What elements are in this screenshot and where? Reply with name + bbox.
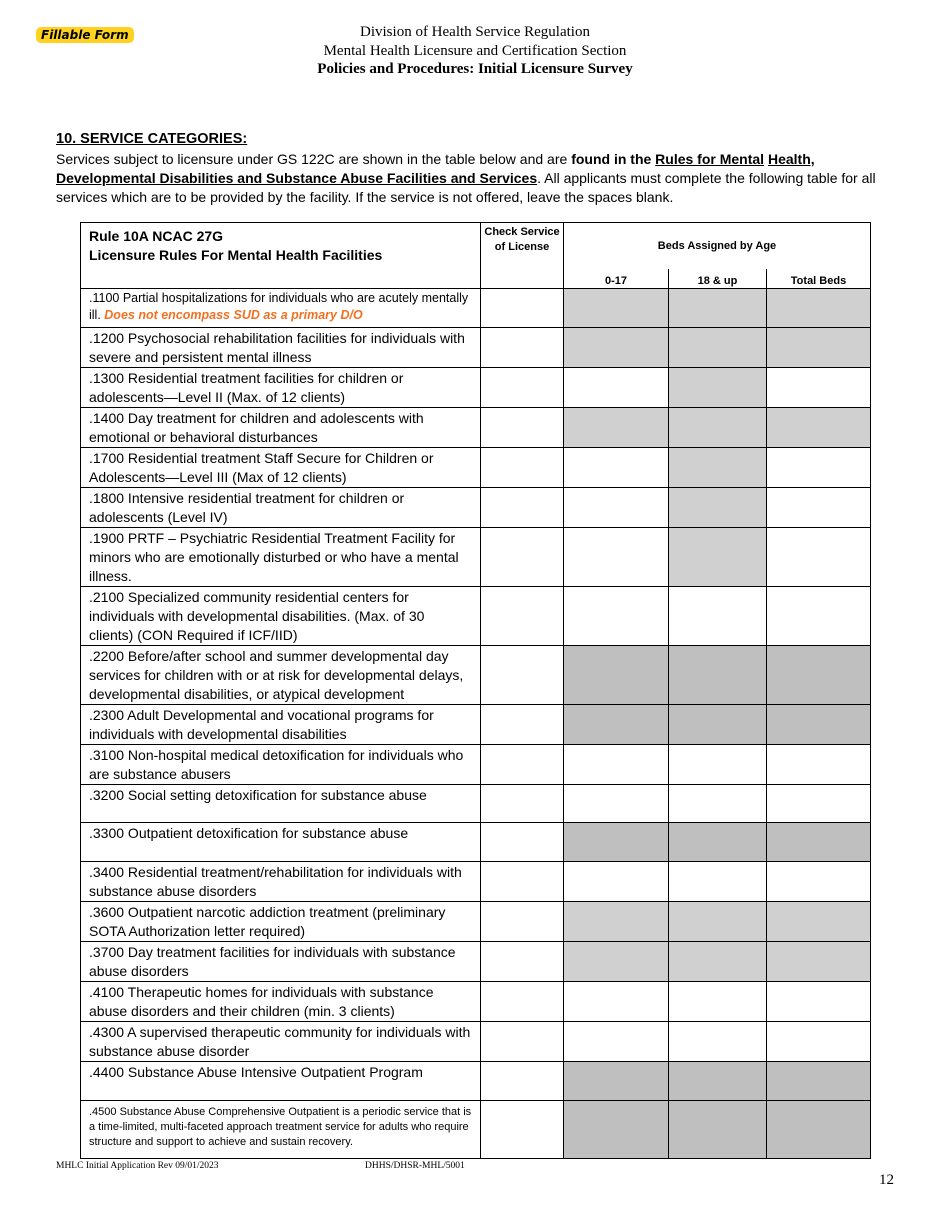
beds-0-17-cell[interactable] — [564, 488, 669, 528]
total-beds-cell — [767, 823, 871, 862]
total-beds-cell[interactable] — [767, 745, 871, 785]
beds-0-17-cell — [564, 328, 669, 368]
table-row — [81, 705, 871, 745]
rule-header-title: Licensure Rules For Mental Health Facilities — [89, 247, 383, 263]
header-policy-title: Policies and Procedures: Initial Licensure Survey — [317, 61, 633, 77]
check-service-cell[interactable] — [481, 942, 564, 982]
check-service-cell[interactable] — [481, 785, 564, 823]
check-service-cell[interactable] — [481, 488, 564, 528]
total-beds-cell — [767, 289, 871, 328]
beds-18-up-cell — [669, 705, 767, 745]
col-header-total-beds: Total Beds — [767, 269, 871, 289]
service-label: .1700 Residential treatment Staff Secure for Children or Adolescents—Level III (Max of 12 clients) — [81, 448, 481, 488]
table-row — [81, 368, 871, 408]
table-row — [81, 448, 871, 488]
service-label: .4500 Substance Abuse Comprehensive Outpatient is a periodic service that is a time-limited, multi-faceted approach treatment service for adults who require structure and support to achieve and sustain recovery. — [81, 1101, 481, 1159]
beds-0-17-cell — [564, 1062, 669, 1101]
table-row — [81, 942, 871, 982]
col-header-18-up: 18 & up — [669, 269, 767, 289]
total-beds-cell — [767, 902, 871, 942]
beds-0-17-cell[interactable] — [564, 448, 669, 488]
beds-18-up-cell[interactable] — [669, 862, 767, 902]
beds-18-up-cell[interactable] — [669, 745, 767, 785]
check-service-cell[interactable] — [481, 289, 564, 328]
check-service-cell[interactable] — [481, 745, 564, 785]
intro-text-b: found in the — [571, 151, 656, 167]
beds-18-up-cell — [669, 646, 767, 705]
service-label: .1200 Psychosocial rehabilitation facilities for individuals with severe and persistent mental illness — [81, 328, 481, 368]
table-row — [81, 528, 871, 587]
page-number: 12 — [879, 1172, 894, 1188]
check-service-cell[interactable] — [481, 646, 564, 705]
header-division: Division of Health Service Regulation — [360, 24, 590, 40]
beds-0-17-cell — [564, 289, 669, 328]
total-beds-cell[interactable] — [767, 448, 871, 488]
service-label: .3700 Day treatment facilities for individuals with substance abuse disorders — [81, 942, 481, 982]
intro-rules-link-a: Rules for Mental — [655, 151, 765, 167]
total-beds-cell — [767, 646, 871, 705]
section-intro — [56, 150, 886, 207]
check-service-cell[interactable] — [481, 328, 564, 368]
table-row — [81, 862, 871, 902]
table-row — [81, 785, 871, 823]
service-label: .1900 PRTF – Psychiatric Residential Treatment Facility for minors who are emotionally disturbed or who have a mental illness. — [81, 528, 481, 587]
beds-18-up-cell — [669, 408, 767, 448]
rule-header-code: Rule 10A NCAC 27G — [89, 228, 224, 244]
beds-18-up-cell — [669, 488, 767, 528]
rule-header — [81, 223, 481, 289]
check-service-cell[interactable] — [481, 982, 564, 1022]
service-label: .1400 Day treatment for children and adolescents with emotional or behavioral disturbances — [81, 408, 481, 448]
service-label: .2300 Adult Developmental and vocational programs for individuals with developmental disabilities — [81, 705, 481, 745]
beds-0-17-cell[interactable] — [564, 862, 669, 902]
beds-0-17-cell[interactable] — [564, 745, 669, 785]
total-beds-cell — [767, 942, 871, 982]
beds-0-17-cell — [564, 705, 669, 745]
table-row — [81, 902, 871, 942]
footer-revision: MHLC Initial Application Rev 09/01/2023 — [56, 1161, 219, 1171]
document-header — [0, 23, 950, 79]
service-label: .4100 Therapeutic homes for individuals with substance abuse disorders and their children (min. 3 clients) — [81, 982, 481, 1022]
check-service-cell[interactable] — [481, 1062, 564, 1101]
beds-0-17-cell — [564, 408, 669, 448]
beds-18-up-cell — [669, 328, 767, 368]
table-row — [81, 488, 871, 528]
total-beds-cell[interactable] — [767, 368, 871, 408]
service-label: .3300 Outpatient detoxification for substance abuse — [81, 823, 481, 862]
total-beds-cell[interactable] — [767, 587, 871, 646]
table-row — [81, 982, 871, 1022]
service-label: .1800 Intensive residential treatment for children or adolescents (Level IV) — [81, 488, 481, 528]
check-service-cell[interactable] — [481, 587, 564, 646]
beds-0-17-cell — [564, 942, 669, 982]
total-beds-cell[interactable] — [767, 862, 871, 902]
service-label: .3600 Outpatient narcotic addiction treatment (preliminary SOTA Authorization letter required) — [81, 902, 481, 942]
service-categories-table — [80, 222, 871, 1159]
table-row — [81, 1022, 871, 1062]
service-label: .1300 Residential treatment facilities for children or adolescents—Level II (Max. of 12 clients) — [81, 368, 481, 408]
beds-0-17-cell[interactable] — [564, 528, 669, 587]
beds-18-up-cell — [669, 902, 767, 942]
beds-0-17-cell — [564, 823, 669, 862]
beds-0-17-cell[interactable] — [564, 587, 669, 646]
total-beds-cell[interactable] — [767, 982, 871, 1022]
check-service-cell[interactable] — [481, 368, 564, 408]
beds-18-up-cell[interactable] — [669, 982, 767, 1022]
service-label: .2200 Before/after school and summer developmental day services for children with or at risk for developmental delays, developmental disabilities, or atypical development — [81, 646, 481, 705]
table-row — [81, 1101, 871, 1159]
check-service-cell[interactable] — [481, 862, 564, 902]
service-warning-note: Does not encompass SUD as a primary D/O — [104, 308, 363, 322]
check-service-cell[interactable] — [481, 823, 564, 862]
beds-18-up-cell — [669, 1101, 767, 1159]
beds-0-17-cell — [564, 1101, 669, 1159]
table-row — [81, 408, 871, 448]
beds-0-17-cell[interactable] — [564, 368, 669, 408]
service-label — [81, 289, 481, 328]
intro-text-a: Services subject to licensure under GS 122C are shown in the table below and are — [56, 151, 572, 167]
total-beds-cell — [767, 1101, 871, 1159]
beds-0-17-cell — [564, 902, 669, 942]
col-header-0-17: 0-17 — [564, 269, 669, 289]
check-service-cell[interactable] — [481, 705, 564, 745]
table-row — [81, 289, 871, 328]
total-beds-cell[interactable] — [767, 528, 871, 587]
service-label: .3200 Social setting detoxification for substance abuse — [81, 785, 481, 823]
beds-18-up-cell[interactable] — [669, 785, 767, 823]
total-beds-cell[interactable] — [767, 785, 871, 823]
table-row — [81, 646, 871, 705]
service-label: .2100 Specialized community residential centers for individuals with developmental disabilities. (Max. of 30 clients) (CON Required if ICF/IID) — [81, 587, 481, 646]
header-section: Mental Health Licensure and Certification Section — [323, 42, 627, 59]
beds-18-up-cell — [669, 528, 767, 587]
service-label: .4400 Substance Abuse Intensive Outpatient Program — [81, 1062, 481, 1101]
intro-rules-link-b: Health, Developmental Disabilities and Substance Abuse Facilities and Services — [56, 151, 815, 186]
beds-18-up-cell — [669, 368, 767, 408]
footer-form-number: DHHS/DHSR-MHL/5001 — [365, 1161, 465, 1171]
total-beds-cell[interactable] — [767, 1022, 871, 1062]
beds-18-up-cell — [669, 823, 767, 862]
table-row — [81, 328, 871, 368]
table-row — [81, 823, 871, 862]
beds-18-up-cell — [669, 942, 767, 982]
total-beds-cell[interactable] — [767, 488, 871, 528]
beds-0-17-cell[interactable] — [564, 785, 669, 823]
beds-0-17-cell[interactable] — [564, 1022, 669, 1062]
check-service-cell[interactable] — [481, 408, 564, 448]
total-beds-cell — [767, 705, 871, 745]
beds-0-17-cell — [564, 646, 669, 705]
beds-18-up-cell — [669, 1062, 767, 1101]
table-row — [81, 587, 871, 646]
check-service-cell[interactable] — [481, 902, 564, 942]
beds-0-17-cell[interactable] — [564, 982, 669, 1022]
beds-18-up-cell — [669, 289, 767, 328]
table-row — [81, 745, 871, 785]
beds-18-up-cell[interactable] — [669, 1022, 767, 1062]
service-label: .3100 Non-hospital medical detoxification for individuals who are substance abusers — [81, 745, 481, 785]
service-label: .4300 A supervised therapeutic community for individuals with substance abuse disorder — [81, 1022, 481, 1062]
service-label: .3400 Residential treatment/rehabilitation for individuals with substance abuse disorders — [81, 862, 481, 902]
check-service-header: Check Service of License — [481, 223, 564, 289]
section-title: 10. SERVICE CATEGORIES: — [56, 131, 248, 147]
total-beds-cell — [767, 408, 871, 448]
beds-18-up-cell[interactable] — [669, 587, 767, 646]
table-row — [81, 1062, 871, 1101]
check-service-cell[interactable] — [481, 448, 564, 488]
fillable-form-badge[interactable]: Fillable Form — [36, 27, 134, 43]
intro-text-f: . All applicants must complete the following table for all services which are to be provided by the facility. If the service is not offered, leave the spaces blank. — [56, 170, 876, 205]
check-service-cell[interactable] — [481, 528, 564, 587]
beds-by-age-header: Beds Assigned by Age — [564, 223, 871, 269]
total-beds-cell — [767, 328, 871, 368]
total-beds-cell — [767, 1062, 871, 1101]
beds-18-up-cell — [669, 448, 767, 488]
service-label-text: .1100 Partial hospitalizations for individuals who are acutely mentally ill. — [89, 291, 469, 322]
check-service-cell[interactable] — [481, 1101, 564, 1159]
check-service-cell[interactable] — [481, 1022, 564, 1062]
